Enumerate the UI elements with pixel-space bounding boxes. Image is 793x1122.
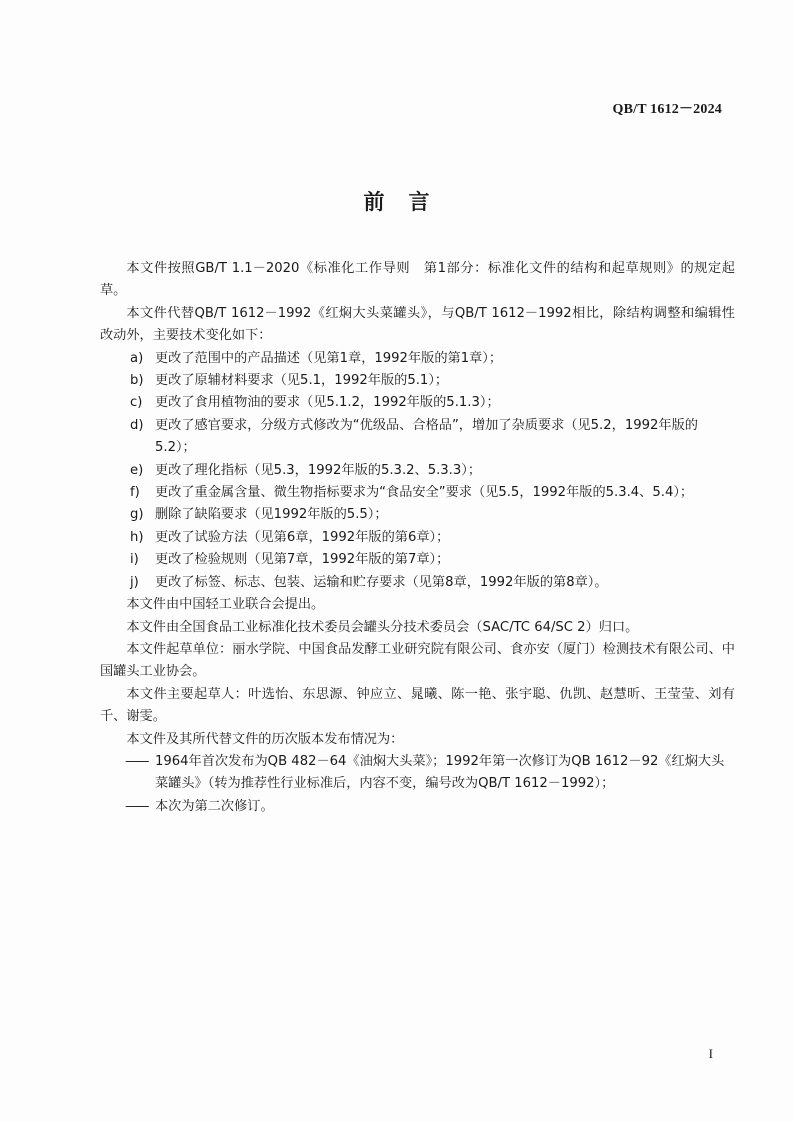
list-item: [100, 549, 735, 571]
list-item-text: 更改了重金属含量、微生物指标要求为“食品安全”要求（见5.5，1992年版的5.3.4、5.4）；: [155, 485, 694, 501]
list-item: [100, 415, 735, 460]
list-item-text: 更改了原辅材料要求（见5.1，1992年版的5.1）；: [155, 373, 449, 389]
committee-paragraph: 本文件由全国食品工业标准化技术委员会罐头分技术委员会（SAC/TC 64/SC 2）归口。: [126, 619, 639, 635]
list-item: [100, 504, 735, 526]
intro-paragraph-drafting-rules: 本文件按照GB/T 1.1－2020《标准化工作导则 第1部分：标准化文件的结构和起草规则》的规定起草。: [100, 261, 735, 299]
list-item: [100, 527, 735, 549]
list-item-letter: e): [130, 462, 144, 478]
list-item-letter: d): [130, 417, 144, 433]
list-item: [100, 572, 735, 594]
history-text: 1964年首次发布为QB 482－64《油焖大头菜》；1992年第一次修订为QB 1612－92《红焖大头菜罐头》（转为推荐性行业标准后，内容不变，编号改为QB/T 1612－1992）；: [155, 753, 725, 792]
history-dash: ——: [125, 798, 148, 814]
list-item-letter: a): [130, 350, 144, 366]
page-number: I: [708, 1046, 713, 1061]
document-body: [100, 258, 735, 818]
list-item-letter: c): [130, 395, 143, 411]
list-item: [100, 482, 735, 504]
list-item-text: 删除了缺陷要求（见1992年版的5.5）；: [155, 507, 388, 523]
history-intro-paragraph: 本文件及其所代替文件的历次版本发布情况为：: [126, 731, 404, 747]
list-item: [100, 460, 735, 482]
list-item-letter: i): [130, 552, 139, 568]
list-item-letter: g): [130, 507, 144, 523]
list-item: [100, 370, 735, 392]
list-item: [100, 392, 735, 414]
list-item-text: 更改了试验方法（见第6章，1992年版的第6章）；: [155, 529, 450, 545]
list-item: [100, 348, 735, 370]
intro-paragraph-replacement: 本文件代替QB/T 1612－1992《红焖大头菜罐头》，与QB/T 1612－1992相比，除结构调整和编辑性改动外，主要技术变化如下：: [100, 305, 735, 344]
technical-changes-list: [100, 348, 735, 594]
history-item: [100, 796, 735, 818]
list-item-letter: f): [130, 485, 140, 501]
standard-code: QB/T 1612－2024: [612, 102, 722, 117]
list-item-text: 更改了理化指标（见5.3，1992年版的5.3.2、5.3.3）；: [155, 462, 482, 478]
list-item-letter: b): [130, 373, 144, 389]
list-item-letter: h): [130, 529, 144, 545]
list-item-text: 更改了标签、标志、包装、运输和贮存要求（见第8章，1992年版的第8章）。: [155, 574, 608, 590]
history-item: [100, 751, 735, 796]
history-dash: ——: [125, 753, 148, 769]
list-item-text: 更改了感官要求，分级方式修改为“优级品、合格品”，增加了杂质要求（见5.2，1992年版的5.2）；: [155, 417, 698, 456]
list-item-text: 更改了食用植物油的要求（见5.1.2，1992年版的5.1.3）；: [155, 395, 500, 411]
history-text: 本次为第二次修订。: [155, 798, 274, 814]
list-item-letter: j): [130, 574, 139, 590]
drafters-paragraph: 本文件主要起草人：叶选怡、东思源、钟应立、晁曦、陈一艳、张宇聪、仇凯、赵慧昕、王莹莹、刘有千、谢雯。: [100, 686, 735, 725]
drafting-units-paragraph: 本文件起草单位：丽水学院、中国食品发酵工业研究院有限公司、食亦安（厦门）检测技术有限公司、中国罐头工业协会。: [100, 641, 735, 680]
page-title: 前言: [363, 190, 454, 214]
proposer-paragraph: 本文件由中国轻工业联合会提出。: [126, 597, 325, 613]
list-item-text: 更改了检验规则（见第7章，1992年版的第7章）；: [155, 552, 450, 568]
list-item-text: 更改了范围中的产品描述（见第1章，1992年版的第1章）；: [155, 350, 503, 366]
